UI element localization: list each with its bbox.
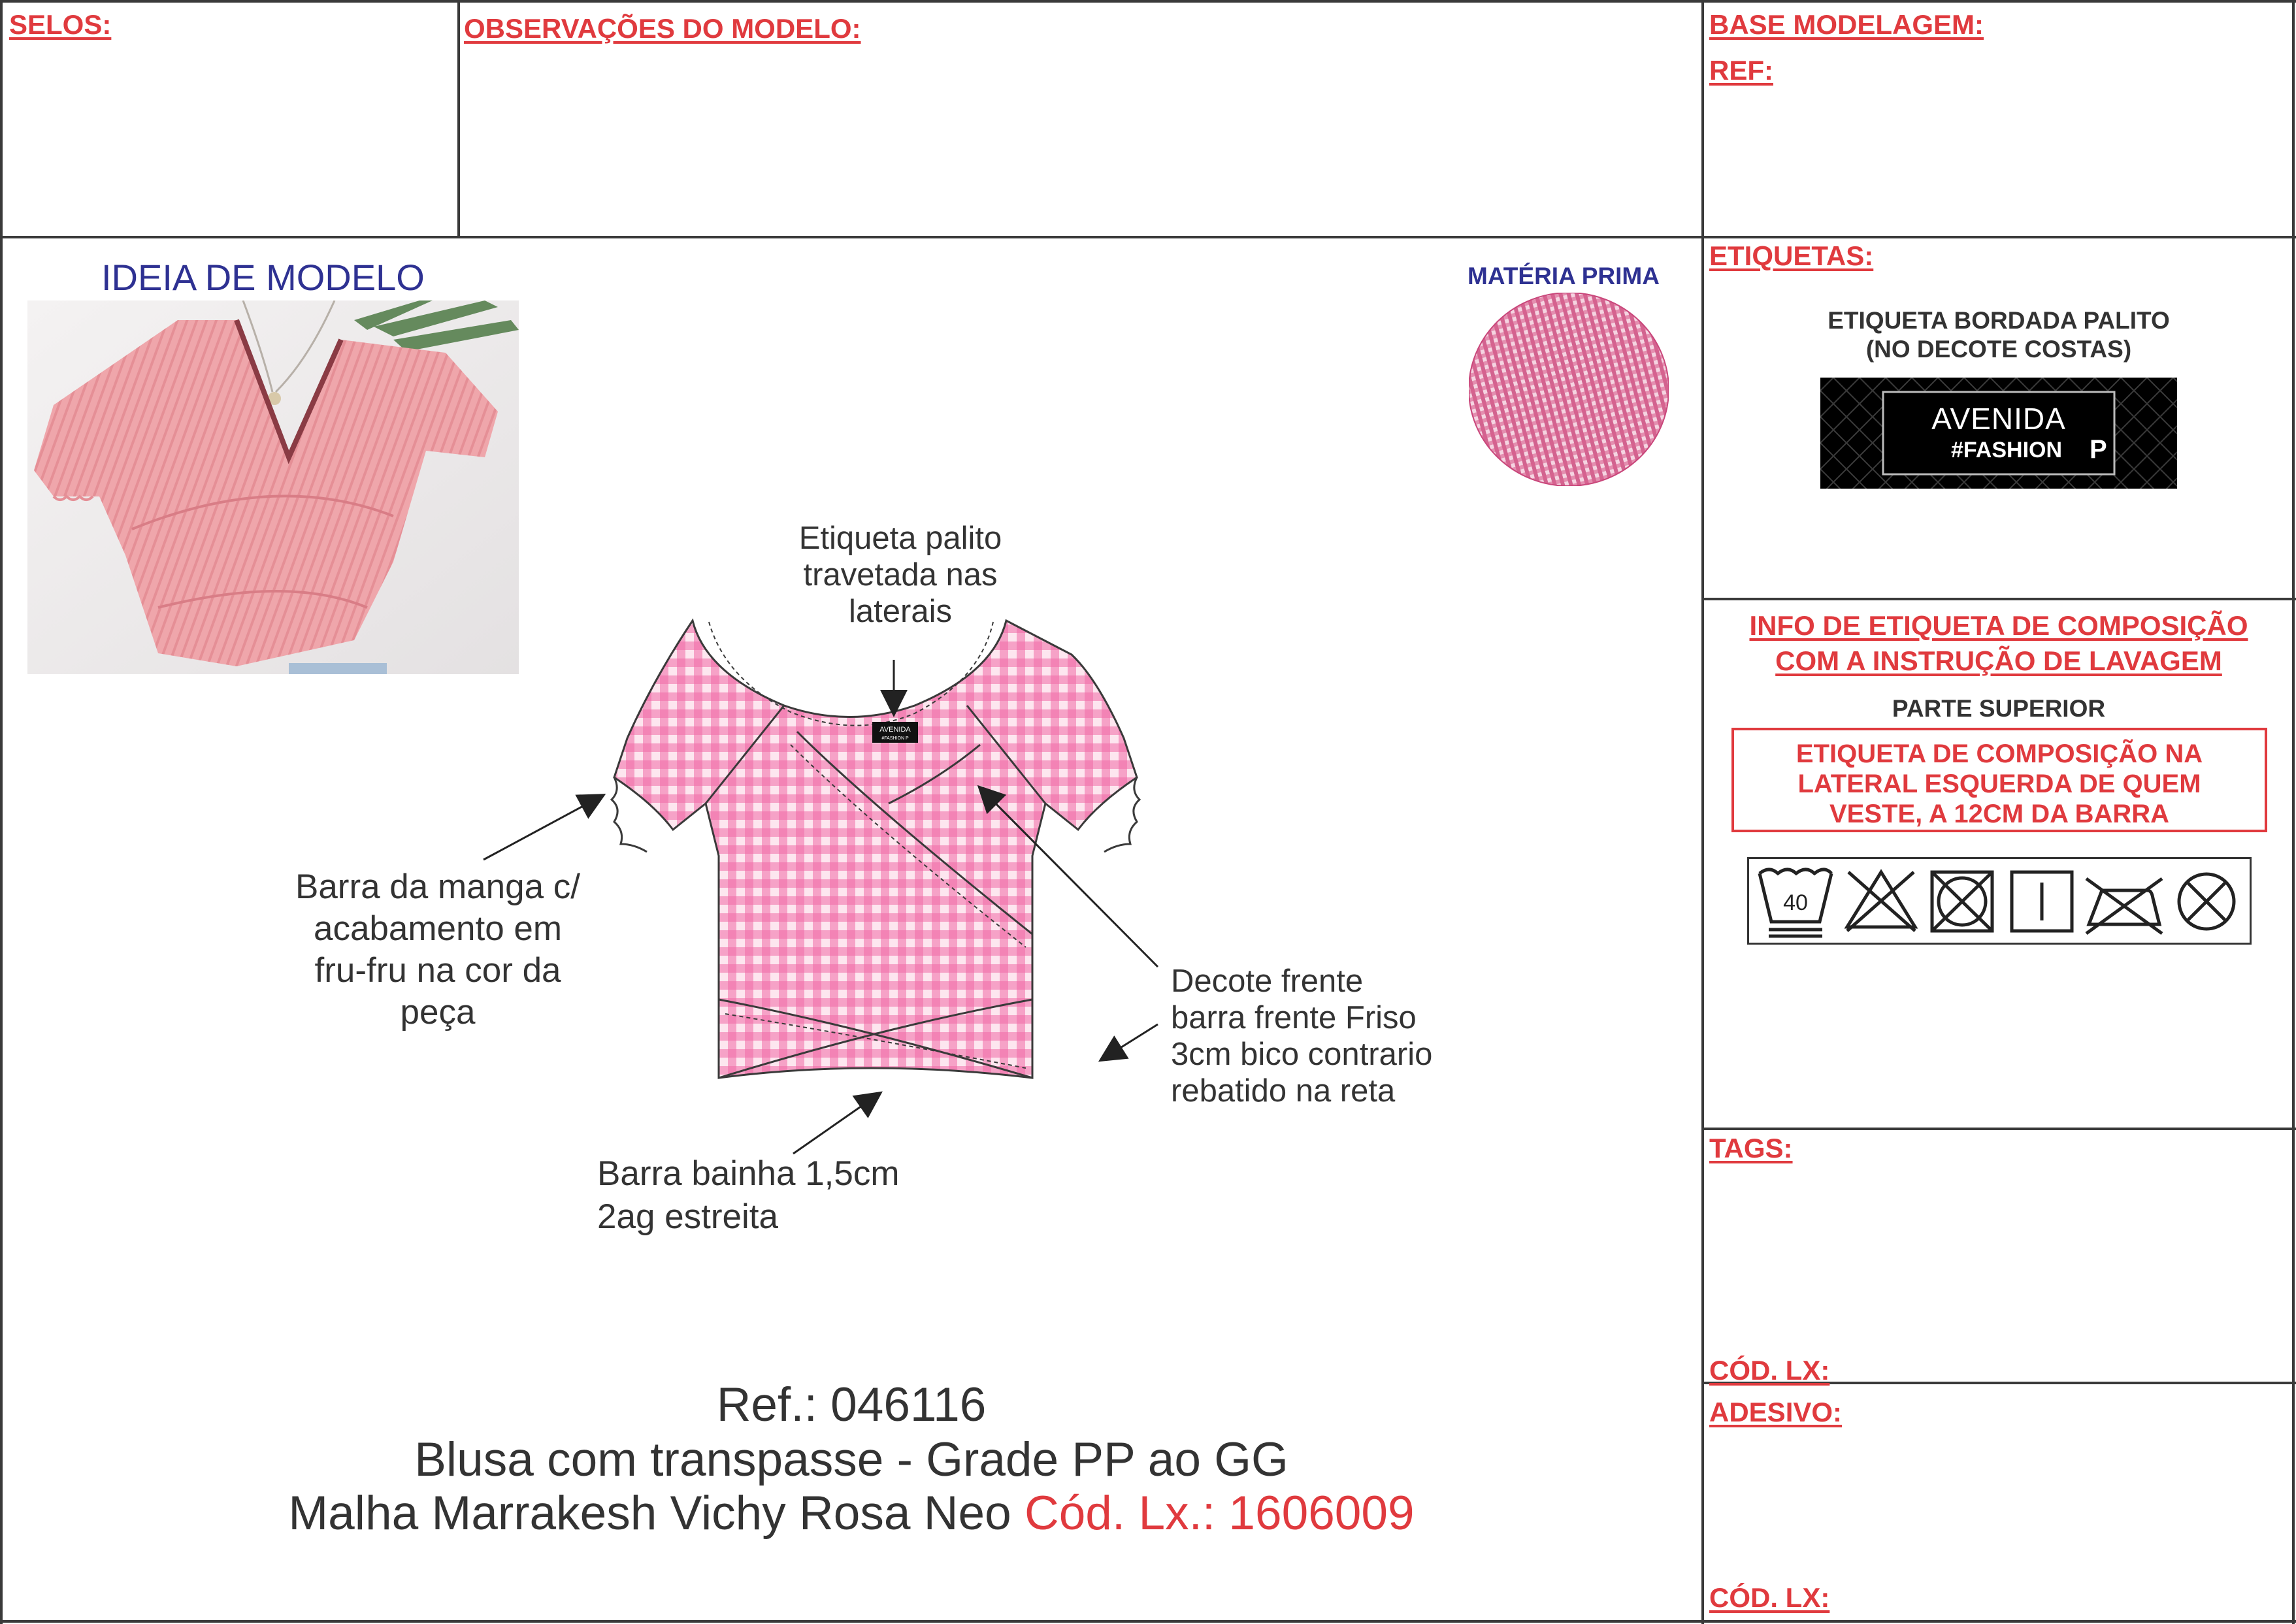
parte-superior: PARTE SUPERIOR: [1892, 695, 2106, 722]
border-right: [2292, 0, 2295, 1624]
brand-sub: #FASHION: [1951, 438, 2063, 463]
arrow-barra-manga: [484, 796, 602, 860]
composicao-box: [1731, 728, 2267, 832]
product-fabric-line: [0, 1487, 1703, 1540]
brand-name: AVENIDA: [1931, 402, 2066, 436]
brand-size: P: [2090, 435, 2107, 464]
ref-label: REF:: [1709, 55, 1773, 86]
composicao-line-1: ETIQUETA DE COMPOSIÇÃO NA: [1796, 739, 2203, 768]
cod-lx-label-1: CÓD. LX:: [1709, 1355, 1830, 1386]
note-barra-manga-line-1: Barra da manga c/: [295, 868, 580, 906]
etiquetas-label: ETIQUETAS:: [1709, 240, 1874, 271]
arrow-barra-bainha: [793, 1094, 879, 1154]
no-dry-clean-icon: [2179, 874, 2234, 929]
note-etiqueta-palito-line-3: laterais: [849, 594, 952, 629]
note-barra-manga-line-4: peça: [400, 993, 476, 1031]
composicao-line-3: VESTE, A 12CM DA BARRA: [1829, 800, 2170, 828]
wash-symbols-box: [1747, 857, 2252, 945]
etiqueta-line-2: (NO DECOTE COSTAS): [1865, 336, 2132, 363]
no-bleach-icon: [1847, 872, 1915, 931]
product-fabric: Malha Marrakesh Vichy Rosa Neo: [288, 1487, 1011, 1540]
arrow-barra-frente: [1102, 1024, 1158, 1060]
tags-label: TAGS:: [1709, 1133, 1793, 1163]
selos-label: SELOS:: [9, 9, 112, 40]
mini-label-brand: AVENIDA: [879, 726, 911, 734]
product-cod: Cód. Lx.: 1606009: [1024, 1487, 1415, 1540]
note-barra-manga: [261, 866, 614, 1033]
wash-symbols: [1749, 859, 2250, 943]
etiqueta-line-1: ETIQUETA BORDADA PALITO: [1828, 307, 2170, 334]
product-ref: Ref.: 046116: [716, 1378, 987, 1431]
note-decote-line-4: rebatido na reta: [1171, 1073, 1396, 1109]
divider-etiquetas-bottom: [1701, 598, 2296, 600]
base-modelagem-label: BASE MODELAGEM:: [1709, 9, 1984, 40]
brand-label-image: [1820, 378, 2177, 489]
note-etiqueta-palito-line-2: travetada nas: [803, 557, 998, 593]
cod-lx-label-2: CÓD. LX:: [1709, 1582, 1830, 1613]
note-barra-bainha-line-2: 2ag estreita: [597, 1197, 778, 1236]
note-etiqueta-palito-line-1: Etiqueta palito: [798, 521, 1002, 556]
line-dry-icon: [2012, 872, 2072, 931]
info-composicao-title-1: INFO DE ETIQUETA DE COMPOSIÇÃO: [1749, 610, 2248, 641]
observacoes-label: OBSERVAÇÕES DO MODELO:: [464, 13, 861, 44]
note-etiqueta-palito: [770, 520, 1031, 630]
wash-temp-text: 40: [1783, 890, 1808, 915]
product-description: Blusa com transpasse - Grade PP ao GG: [414, 1433, 1288, 1486]
note-barra-manga-line-3: fru-fru na cor da: [314, 951, 561, 990]
materia-prima-title: MATÉRIA PRIMA: [1468, 263, 1660, 289]
adesivo-label: ADESIVO:: [1709, 1397, 1843, 1427]
divider-info-bottom: [1701, 1128, 2296, 1130]
note-decote-line-3: 3cm bico contrario: [1171, 1037, 1433, 1072]
no-iron-icon: [2086, 879, 2162, 934]
info-composicao-title-2: COM A INSTRUÇÃO DE LAVAGEM: [1775, 645, 2222, 676]
no-tumble-dry-icon: [1932, 872, 1992, 931]
border-bottom: [0, 1620, 2296, 1623]
note-barra-manga-line-2: acabamento em: [313, 909, 563, 948]
arrow-decote: [980, 788, 1158, 967]
composicao-line-2: LATERAL ESQUERDA DE QUEM: [1797, 770, 2201, 798]
note-decote-line-2: barra frente Friso: [1171, 1000, 1417, 1035]
note-barra-bainha-line-1: Barra bainha 1,5cm: [597, 1154, 900, 1193]
ideia-title: IDEIA DE MODELO: [101, 257, 425, 298]
note-barra-bainha: [597, 1152, 963, 1239]
mini-label-sub: #FASHION P: [881, 736, 909, 741]
note-decote: [1171, 963, 1498, 1109]
note-decote-line-1: Decote frente: [1171, 964, 1364, 999]
